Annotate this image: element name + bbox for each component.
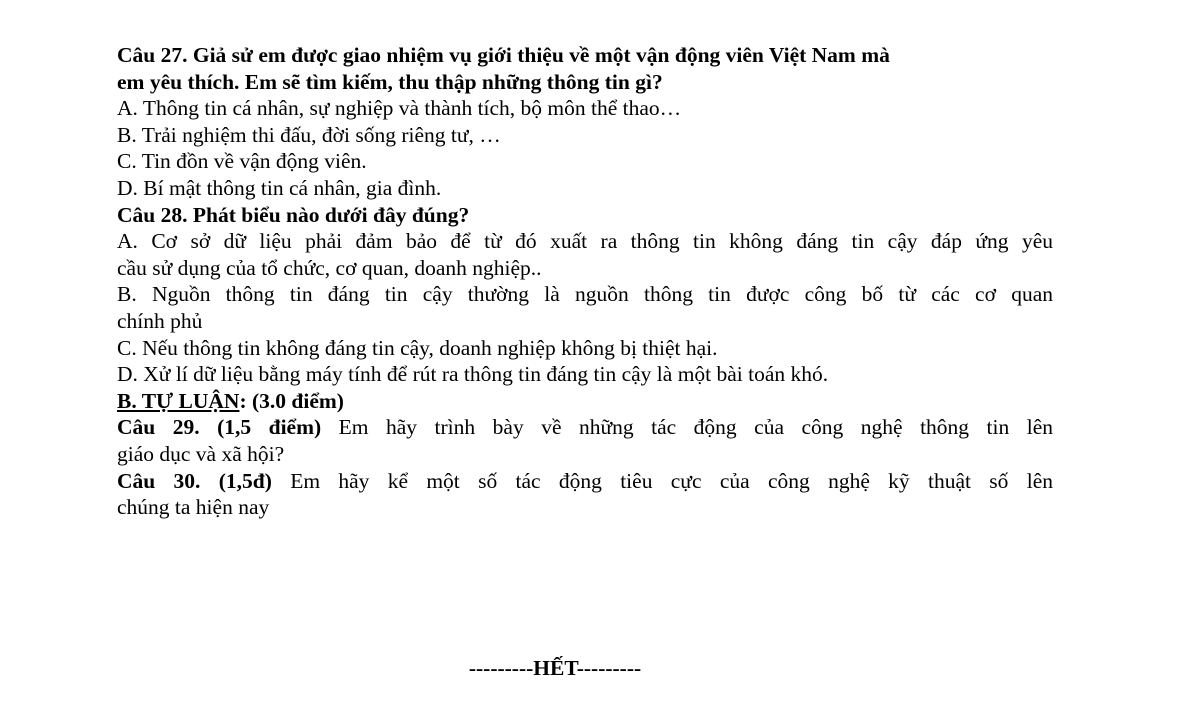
question-27-option-c: C. Tin đồn về vận động viên. [117, 149, 367, 174]
question-28-option-b-line2: chính phủ [117, 308, 203, 333]
question-30-line1 [117, 468, 1053, 495]
question-28-option-c: C. Nếu thông tin không đáng tin cậy, doanh nghiệp không bị thiệt hại. [117, 335, 718, 360]
question-30-label: Câu 30. (1,5đ) [117, 468, 272, 493]
question-30-text: Em hãy kể một số tác động tiêu cực của công nghệ kỹ thuật số lên [271, 468, 1053, 493]
question-27-title-line2: em yêu thích. Em sẽ tìm kiếm, thu thập những thông tin gì? [117, 69, 663, 94]
question-30-line2: chúng ta hiện nay [117, 495, 270, 520]
question-27-option-d: D. Bí mật thông tin cá nhân, gia đình. [117, 175, 442, 200]
question-27-option-b: B. Trải nghiệm thi đấu, đời sống riêng tư, … [117, 122, 501, 147]
question-28-title: Câu 28. Phát biểu nào dưới đây đúng? [117, 202, 470, 227]
end-mark: ---------HẾT--------- [468, 656, 642, 680]
question-29-text: Em hãy trình bày về những tác động của công nghệ thông tin lên [321, 415, 1053, 440]
section-b-label: B. TỰ LUẬN [117, 388, 240, 413]
question-28-option-a-line2: cầu sử dụng của tổ chức, cơ quan, doanh nghiệp.. [117, 255, 542, 280]
question-28-option-b-line1: B. Nguồn thông tin đáng tin cậy thường là nguồn thông tin được công bố từ các cơ quan [117, 282, 1053, 307]
question-27-option-a: A. Thông tin cá nhân, sự nghiệp và thành tích, bộ môn thể thao… [117, 96, 682, 121]
question-29-line1 [117, 414, 1053, 441]
section-b-points: : (3.0 điểm) [239, 388, 344, 413]
question-29-label: Câu 29. (1,5 điểm) [117, 415, 322, 440]
question-29-line2: giáo dục và xã hội? [117, 441, 285, 466]
question-28-option-d: D. Xử lí dữ liệu bằng máy tính để rút ra thông tin đáng tin cậy là một bài toán khó. [117, 362, 829, 387]
section-b-heading [117, 388, 1053, 415]
question-27-title-line1: Câu 27. Giả sử em được giao nhiệm vụ giới thiệu về một vận động viên Việt Nam mà [117, 43, 890, 67]
question-28-option-a-line1: A. Cơ sở dữ liệu phải đảm bảo để từ đó xuất ra thông tin không đáng tin cậy đáp ứng yêu [117, 229, 1053, 254]
document-page [117, 42, 1053, 521]
